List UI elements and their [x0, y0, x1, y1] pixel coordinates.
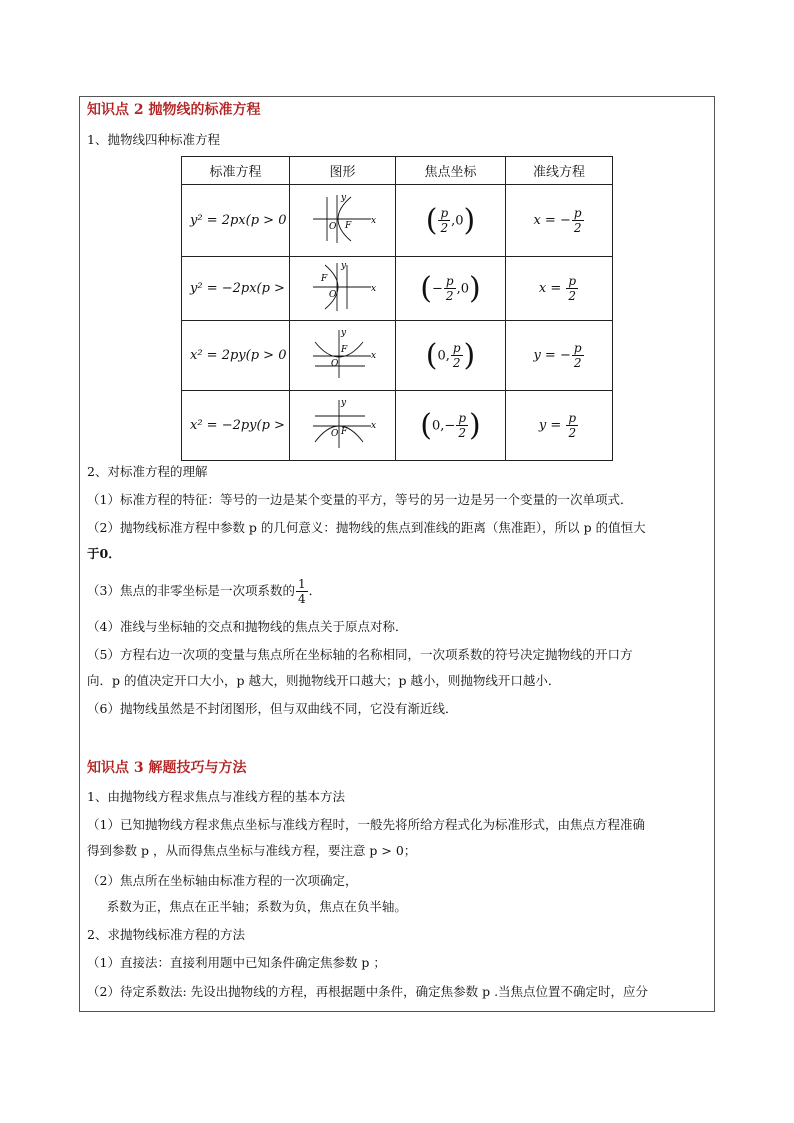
directrix-var: x: [538, 281, 547, 296]
quarter-tail: ．: [308, 583, 322, 598]
focus-zero: 0: [437, 348, 446, 363]
fig-origin-label: O: [328, 221, 336, 232]
fig-y-label: y: [340, 327, 346, 338]
equation-cell: [182, 185, 290, 257]
equation-text: x² = −2py(p >: [190, 418, 285, 433]
fig-origin-label: O: [328, 289, 336, 300]
directrix-fraction-num: p: [573, 341, 582, 355]
header-figure: 图形: [290, 157, 396, 185]
item-2: （2）抛物线标准方程中参数 p 的几何意义：抛物线的焦点到准线的距离（焦准距），所以 p 的值恒大: [87, 520, 646, 535]
focus-fraction-num: p: [445, 274, 454, 288]
item-6: （6）抛物线虽然是不封闭图形，但与双曲线不同，它没有渐近线．: [87, 701, 458, 716]
fig-origin-label: O: [330, 358, 338, 369]
fig-y-label: y: [340, 397, 346, 408]
focus-cell: (0,− $\frac{p}{2}$ ): [396, 391, 506, 461]
equation-cell: [182, 321, 290, 391]
section2-subheading-2: 2、对标准方程的理解: [87, 464, 208, 479]
item-2-cont: 于0．: [87, 546, 121, 561]
s3-line-6: 2、求抛物线标准方程的方法: [87, 927, 245, 942]
item-3: [87, 577, 321, 606]
fig-origin-label: O: [330, 428, 338, 439]
directrix-fraction-den: 2: [573, 356, 582, 370]
focus-fraction-num: p: [440, 206, 449, 220]
item-1: （1）标准方程的特征：等号的一边是某个变量的平方，等号的另一边是另一个变量的一次单项式．: [87, 492, 633, 507]
fig-focus-label: F: [340, 344, 347, 355]
quarter-fraction: [296, 577, 308, 606]
standard-equation-table: [181, 156, 613, 461]
s3-line-5: 系数为正，焦点在正半轴；系数为负，焦点在负半轴。: [87, 899, 407, 914]
fig-focus-label: F: [320, 273, 327, 284]
parabola-down-figure: [307, 396, 379, 452]
fig-x-label: x: [370, 283, 376, 294]
fig-focus-label: F: [344, 220, 351, 231]
s3-line-3: 得到参数 p ，从而得焦点坐标与准线方程，要注意 p > 0；: [87, 843, 417, 858]
s3-line-8: （2）待定系数法: 先设出抛物线的方程，再根据题中条件，确定焦参数 p .当焦点位置不确定时，应分: [87, 984, 649, 999]
table-header-row: [182, 157, 613, 185]
directrix-var: y: [538, 418, 547, 433]
figure-cell: [290, 185, 396, 257]
fig-x-label: x: [370, 350, 376, 361]
header-focus: 焦点坐标: [396, 157, 506, 185]
table-row: [182, 391, 613, 461]
focus-zero: 0: [431, 418, 441, 433]
figure-cell: [290, 321, 396, 391]
item-3-text: （3）焦点的非零坐标是一次项系数的: [87, 583, 295, 598]
item-4: （4）准线与坐标轴的交点和抛物线的焦点关于原点对称．: [87, 619, 408, 634]
focus-fraction: [451, 341, 463, 370]
directrix-fraction-num: p: [568, 274, 577, 288]
fig-y-label: y: [340, 192, 346, 203]
fig-x-label: x: [370, 420, 376, 431]
focus-fraction-den: 2: [458, 426, 466, 440]
focus-sign: −: [444, 418, 456, 433]
quarter-den: 4: [297, 592, 306, 606]
focus-fraction-num: p: [458, 411, 466, 425]
quarter-num: 1: [297, 577, 306, 591]
header-directrix: 准线方程: [506, 157, 613, 185]
focus-cell: ( $\frac{p}{2}$ ,0): [396, 185, 506, 257]
focus-fraction: [456, 411, 468, 440]
s3-line-4: （2）焦点所在坐标轴由标准方程的一次项确定，: [87, 873, 358, 888]
directrix-cell: x = − $\frac{p}{2}$: [506, 185, 613, 257]
item-5: （5）方程右边一次项的变量与焦点所在坐标轴的名称相同，一次项系数的符号决定抛物线的开口方: [87, 647, 633, 662]
directrix-cell: y = $\frac{p}{2}$: [506, 391, 613, 461]
directrix-sign: −: [559, 213, 571, 228]
s3-line-7: （1）直接法：直接利用题中已知条件确定焦参数 p ；: [87, 955, 386, 970]
item-5-cont: 向．p 的值决定开口大小，p 越大，则抛物线开口越大；p 越小，则抛物线开口越小．: [87, 673, 561, 688]
parabola-left-figure: [307, 259, 379, 315]
directrix-fraction-den: 2: [568, 426, 577, 440]
equation-text: y² = −2px(p >: [190, 281, 285, 296]
directrix-fraction: [572, 206, 584, 235]
figure-cell: [290, 391, 396, 461]
fig-x-label: x: [370, 215, 376, 226]
equation-cell: [182, 257, 290, 321]
table-row: [182, 185, 613, 257]
directrix-var: x: [533, 213, 541, 228]
directrix-cell: y = − $\frac{p}{2}$: [506, 321, 613, 391]
focus-fraction: [444, 274, 456, 303]
directrix-sign: −: [559, 348, 571, 363]
focus-fraction: [438, 206, 450, 235]
focus-fraction-den: 2: [452, 356, 461, 370]
equation-text: y² = 2px(p > 0: [190, 213, 287, 228]
directrix-fraction-num: p: [568, 411, 577, 425]
directrix-var: y: [533, 348, 541, 363]
directrix-fraction-num: p: [573, 206, 582, 220]
equation-cell: [182, 391, 290, 461]
focus-zero: 0: [455, 213, 464, 228]
directrix-fraction-den: 2: [568, 289, 577, 303]
header-equation: 标准方程: [182, 157, 290, 185]
focus-zero: 0: [460, 281, 469, 296]
fig-y-label: y: [340, 260, 346, 271]
s3-line-2: （1）已知抛物线方程求焦点坐标与准线方程时，一般先将所给方程式化为标准形式，由焦点方程准确: [87, 817, 645, 832]
directrix-fraction: [566, 274, 578, 303]
parabola-right-figure: [307, 191, 379, 247]
focus-cell: (− $\frac{p}{2}$ ,0): [396, 257, 506, 321]
focus-cell: (0, $\frac{p}{2}$ ): [396, 321, 506, 391]
directrix-fraction-den: 2: [573, 221, 582, 235]
equation-text: x² = 2py(p > 0: [190, 348, 287, 363]
directrix-cell: x = $\frac{p}{2}$: [506, 257, 613, 321]
figure-cell: [290, 257, 396, 321]
directrix-fraction: [572, 341, 584, 370]
fig-focus-label: F: [340, 426, 347, 437]
focus-fraction-den: 2: [440, 221, 449, 235]
focus-sign: −: [431, 281, 443, 296]
s3-line-1: 1、由抛物线方程求焦点与准线方程的基本方法: [87, 789, 345, 804]
section2-subheading-1: 1、抛物线四种标准方程: [87, 132, 220, 147]
focus-fraction-den: 2: [445, 289, 454, 303]
table-row: [182, 257, 613, 321]
section3-title: 知识点 3 解题技巧与方法: [87, 760, 247, 776]
focus-fraction-num: p: [452, 341, 461, 355]
table-row: [182, 321, 613, 391]
section2-title: 知识点 2 抛物线的标准方程: [87, 102, 261, 118]
parabola-up-figure: [307, 326, 379, 382]
directrix-fraction: [566, 411, 578, 440]
